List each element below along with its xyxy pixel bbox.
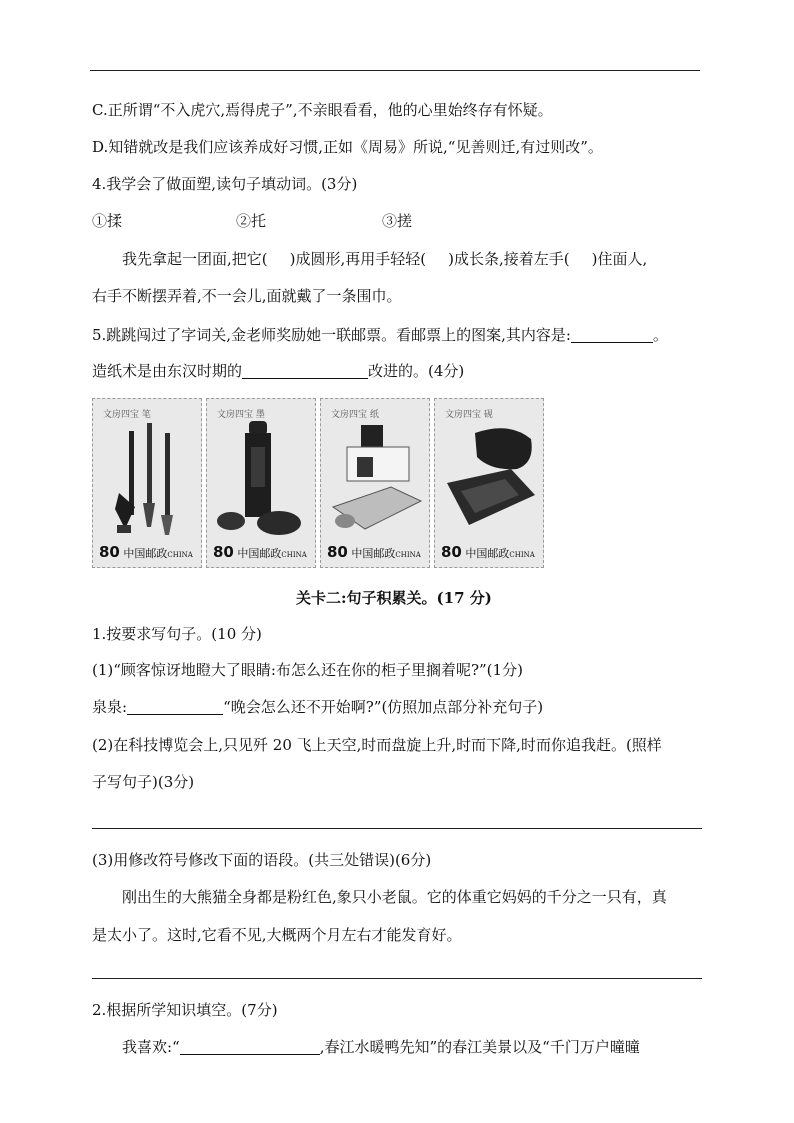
answer-line-1[interactable] xyxy=(92,828,702,829)
s2-q1-part-3-passage-2: 是太小了。这时,它看不见,大概两个月左右才能发育好。 xyxy=(92,926,462,944)
question-4-title: 4.我学会了做面塑,读句子填动词。(3分) xyxy=(92,175,358,193)
stamp-footer: 80 中国邮政CHINA xyxy=(441,543,535,561)
s2-q2-passage xyxy=(122,1037,640,1057)
q4-passage-line-2: 右手不断摆弄着,不一会儿,面就戴了一条围巾。 xyxy=(92,287,402,305)
stamp-paper xyxy=(320,398,430,568)
s2-q1-part-1: (1)“顾客惊讶地瞪大了眼睛:布怎么还在你的柜子里搁着呢?”(1分) xyxy=(92,661,523,679)
q4-option-3: ③搓 xyxy=(382,212,413,230)
section-2-title: 关卡二:句子积累关。(17 分) xyxy=(296,589,492,607)
answer-line-2[interactable] xyxy=(92,978,702,979)
stamp-footer: 80 中国邮政CHINA xyxy=(99,543,193,561)
s2-q1-fill-blank[interactable] xyxy=(127,698,223,715)
option-c: C.正所谓“不入虎穴,焉得虎子”,不亲眼看看，他的心里始终存有怀疑。 xyxy=(92,101,553,119)
q4-option-1: ①揉 xyxy=(92,212,123,230)
stamp-header: 文房四宝 砚 xyxy=(445,410,493,420)
q5-prompt-2: 造纸术是由东汉时期的 xyxy=(92,362,243,380)
stamp-set xyxy=(92,398,544,568)
q5-prompt-3: 改进的。(4分) xyxy=(368,362,465,380)
inkstone-icon xyxy=(435,417,545,541)
ink-stick-icon xyxy=(207,417,317,541)
stamp-footer: 80 中国邮政CHINA xyxy=(327,543,421,561)
q5-stamp-content-blank[interactable] xyxy=(571,326,653,343)
s2-q1-part-2: (2)在科技博览会上,只见歼 20 飞上天空,时而盘旋上升,时而下降,时而你追我赶。(照样 xyxy=(92,736,662,754)
stamp-ink xyxy=(206,398,316,568)
q5-period: 。 xyxy=(652,326,668,344)
q4-passage-line-1 xyxy=(122,249,647,269)
q5-inventor-blank[interactable] xyxy=(242,362,368,379)
q4-passage-part-c: )成长条,接着左手( xyxy=(448,250,570,268)
q5-prompt: 5.跳跳闯过了字词关,金老师奖励她一联邮票。看邮票上的图案,其内容是: xyxy=(92,326,571,344)
s2-q1-sentence: “晚会怎么还不开始啊?”(仿照加点部分补充句子) xyxy=(223,698,544,716)
q4-passage-part-a: 我先拿起一团面,把它( xyxy=(122,250,268,268)
q4-option-2: ②托 xyxy=(236,212,267,230)
s2-q1-part-1-answer xyxy=(92,697,543,717)
s2-question-2: 2.根据所学知识填空。(7分) xyxy=(92,1001,278,1019)
q4-passage-part-d: )住面人, xyxy=(591,250,648,268)
s2-question-1: 1.按要求写句子。(10 分) xyxy=(92,625,262,643)
s2-q2-poem-blank[interactable] xyxy=(180,1038,320,1055)
brush-icon xyxy=(93,417,203,541)
s2-q1-part-3-passage-1: 刚出生的大熊猫全身都是粉红色,象只小老鼠。它的体重它妈妈的千分之一只有，真 xyxy=(122,888,667,906)
paper-icon xyxy=(321,417,431,541)
q4-passage-part-b: )成圆形,再用手轻轻( xyxy=(289,250,427,268)
stamp-footer: 80 中国邮政CHINA xyxy=(213,543,307,561)
s2-q2-prefix: 我喜欢:“ xyxy=(122,1038,180,1056)
stamp-inkstone xyxy=(434,398,544,568)
stamp-header: 文房四宝 笔 xyxy=(103,410,151,420)
stamp-header: 文房四宝 墨 xyxy=(217,410,265,420)
s2-q1-part-3: (3)用修改符号修改下面的语段。(共三处错误)(6分) xyxy=(92,851,432,869)
s2-q2-suffix: ,春江水暖鸭先知”的春江美景以及“千门万户曈曈 xyxy=(319,1038,640,1056)
speaker-label: 泉泉: xyxy=(92,698,128,716)
option-d: D.知错就改是我们应该养成好习惯,正如《周易》所说,“见善则迁,有过则改”。 xyxy=(92,138,603,156)
top-rule xyxy=(90,70,700,71)
stamp-brush xyxy=(92,398,202,568)
question-5-line-1 xyxy=(92,325,668,345)
stamp-header: 文房四宝 纸 xyxy=(331,410,379,420)
s2-q1-part-2-cont: 子写句子)(3分) xyxy=(92,773,195,791)
question-5-line-2 xyxy=(92,361,464,381)
